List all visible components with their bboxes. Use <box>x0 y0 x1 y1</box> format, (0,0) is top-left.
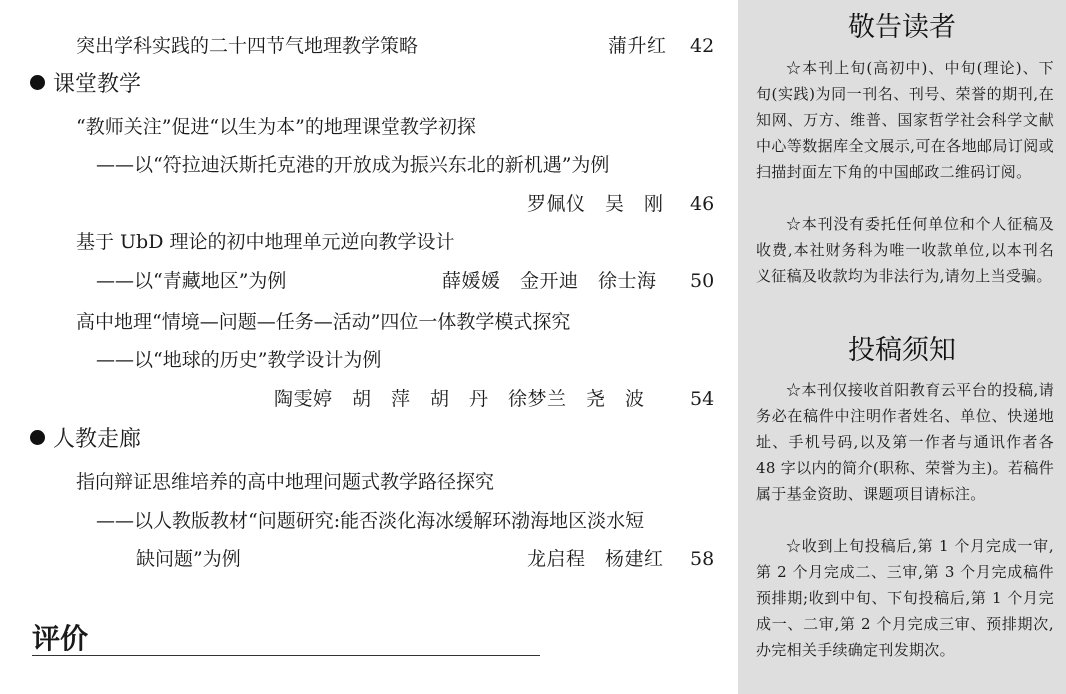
notice-paragraph: ☆本刊没有委托任何单位和个人征稿及收费,本社财务科为唯一收款单位,以本刊名义征稿及收款均为非法行为,请勿上当受骗。 <box>756 215 1054 285</box>
article-title[interactable]: 基于 UbD 理论的初中地理单元逆向教学设计 <box>76 231 455 253</box>
sidebar-notices <box>738 0 1066 694</box>
section-heading-label: 课堂教学 <box>53 72 142 97</box>
bullet-icon <box>30 75 45 90</box>
notice-paragraph: ☆本刊上旬(高初中)、中旬(理论)、下旬(实践)为同一刊名、刊号、荣誉的期刊,在知网、万方、维普、国家哲学社会科学文献中心等数据库全文展示,可在各地邮局订阅或扫描封面左下角的中国邮政二维码订阅。 <box>756 59 1054 181</box>
article-authors: 蒲升红 <box>608 35 667 57</box>
submission-paragraph: ☆收到上旬投稿后,第 1 个月完成一审,第 2 个月完成二、三审,第 3 个月完成稿件预排期;收到中旬、下旬投稿后,第 1 个月完成一、二审,第 2 个月完成三审、预排期次,办完相关手续确定刊发期次。 <box>756 537 1054 659</box>
section-heading-gallery <box>30 426 141 454</box>
article-title[interactable]: “教师关注”促进“以生为本”的地理课堂教学初探 <box>76 116 476 138</box>
page-number: 58 <box>690 548 715 570</box>
article-subtitle: ——以“地球的历史”教学设计为例 <box>96 349 382 371</box>
article-subtitle: ——以“青藏地区”为例 <box>96 270 287 292</box>
article-subtitle-continued: 缺问题”为例 <box>136 548 241 570</box>
article-title[interactable]: 突出学科实践的二十四节气地理教学策略 <box>76 35 419 57</box>
submission-paragraph: ☆本刊仅接收首阳教育云平台的投稿,请务必在稿件中注明作者姓名、单位、快递地址、手机号码,以及第一作者与通讯作者各 48 字以内的简介(职称、荣誉为主)。若稿件属于基金资助、课题项目请标注。 <box>756 381 1054 503</box>
bullet-icon <box>30 430 45 445</box>
section-heading-classroom <box>30 71 141 99</box>
heading-underline <box>32 655 540 656</box>
page-number: 46 <box>690 193 715 215</box>
page-number: 54 <box>690 388 715 410</box>
section-heading-label: 人教走廊 <box>53 427 142 452</box>
article-authors: 罗佩仪 吴 刚 <box>527 193 664 215</box>
article-subtitle: ——以“符拉迪沃斯托克港的开放成为振兴东北的新机遇”为例 <box>96 154 610 176</box>
page-number: 50 <box>690 270 715 292</box>
article-authors: 陶雯婷 胡 萍 胡 丹 徐梦兰 尧 波 <box>274 388 645 410</box>
article-subtitle: ——以人教版教材“问题研究:能否淡化海冰缓解环渤海地区淡水短 <box>96 510 645 532</box>
article-authors: 薛媛媛 金开迪 徐士海 <box>442 270 657 292</box>
next-section-heading: 评价 <box>32 622 89 655</box>
article-authors: 龙启程 杨建红 <box>527 548 664 570</box>
page-number: 42 <box>690 35 715 57</box>
article-title[interactable]: 指向辩证思维培养的高中地理问题式教学路径探究 <box>76 471 495 493</box>
article-title[interactable]: 高中地理“情境—问题—任务—活动”四位一体教学模式探究 <box>76 311 571 333</box>
submission-title: 投稿须知 <box>848 335 956 366</box>
notice-title: 敬告读者 <box>848 12 956 43</box>
